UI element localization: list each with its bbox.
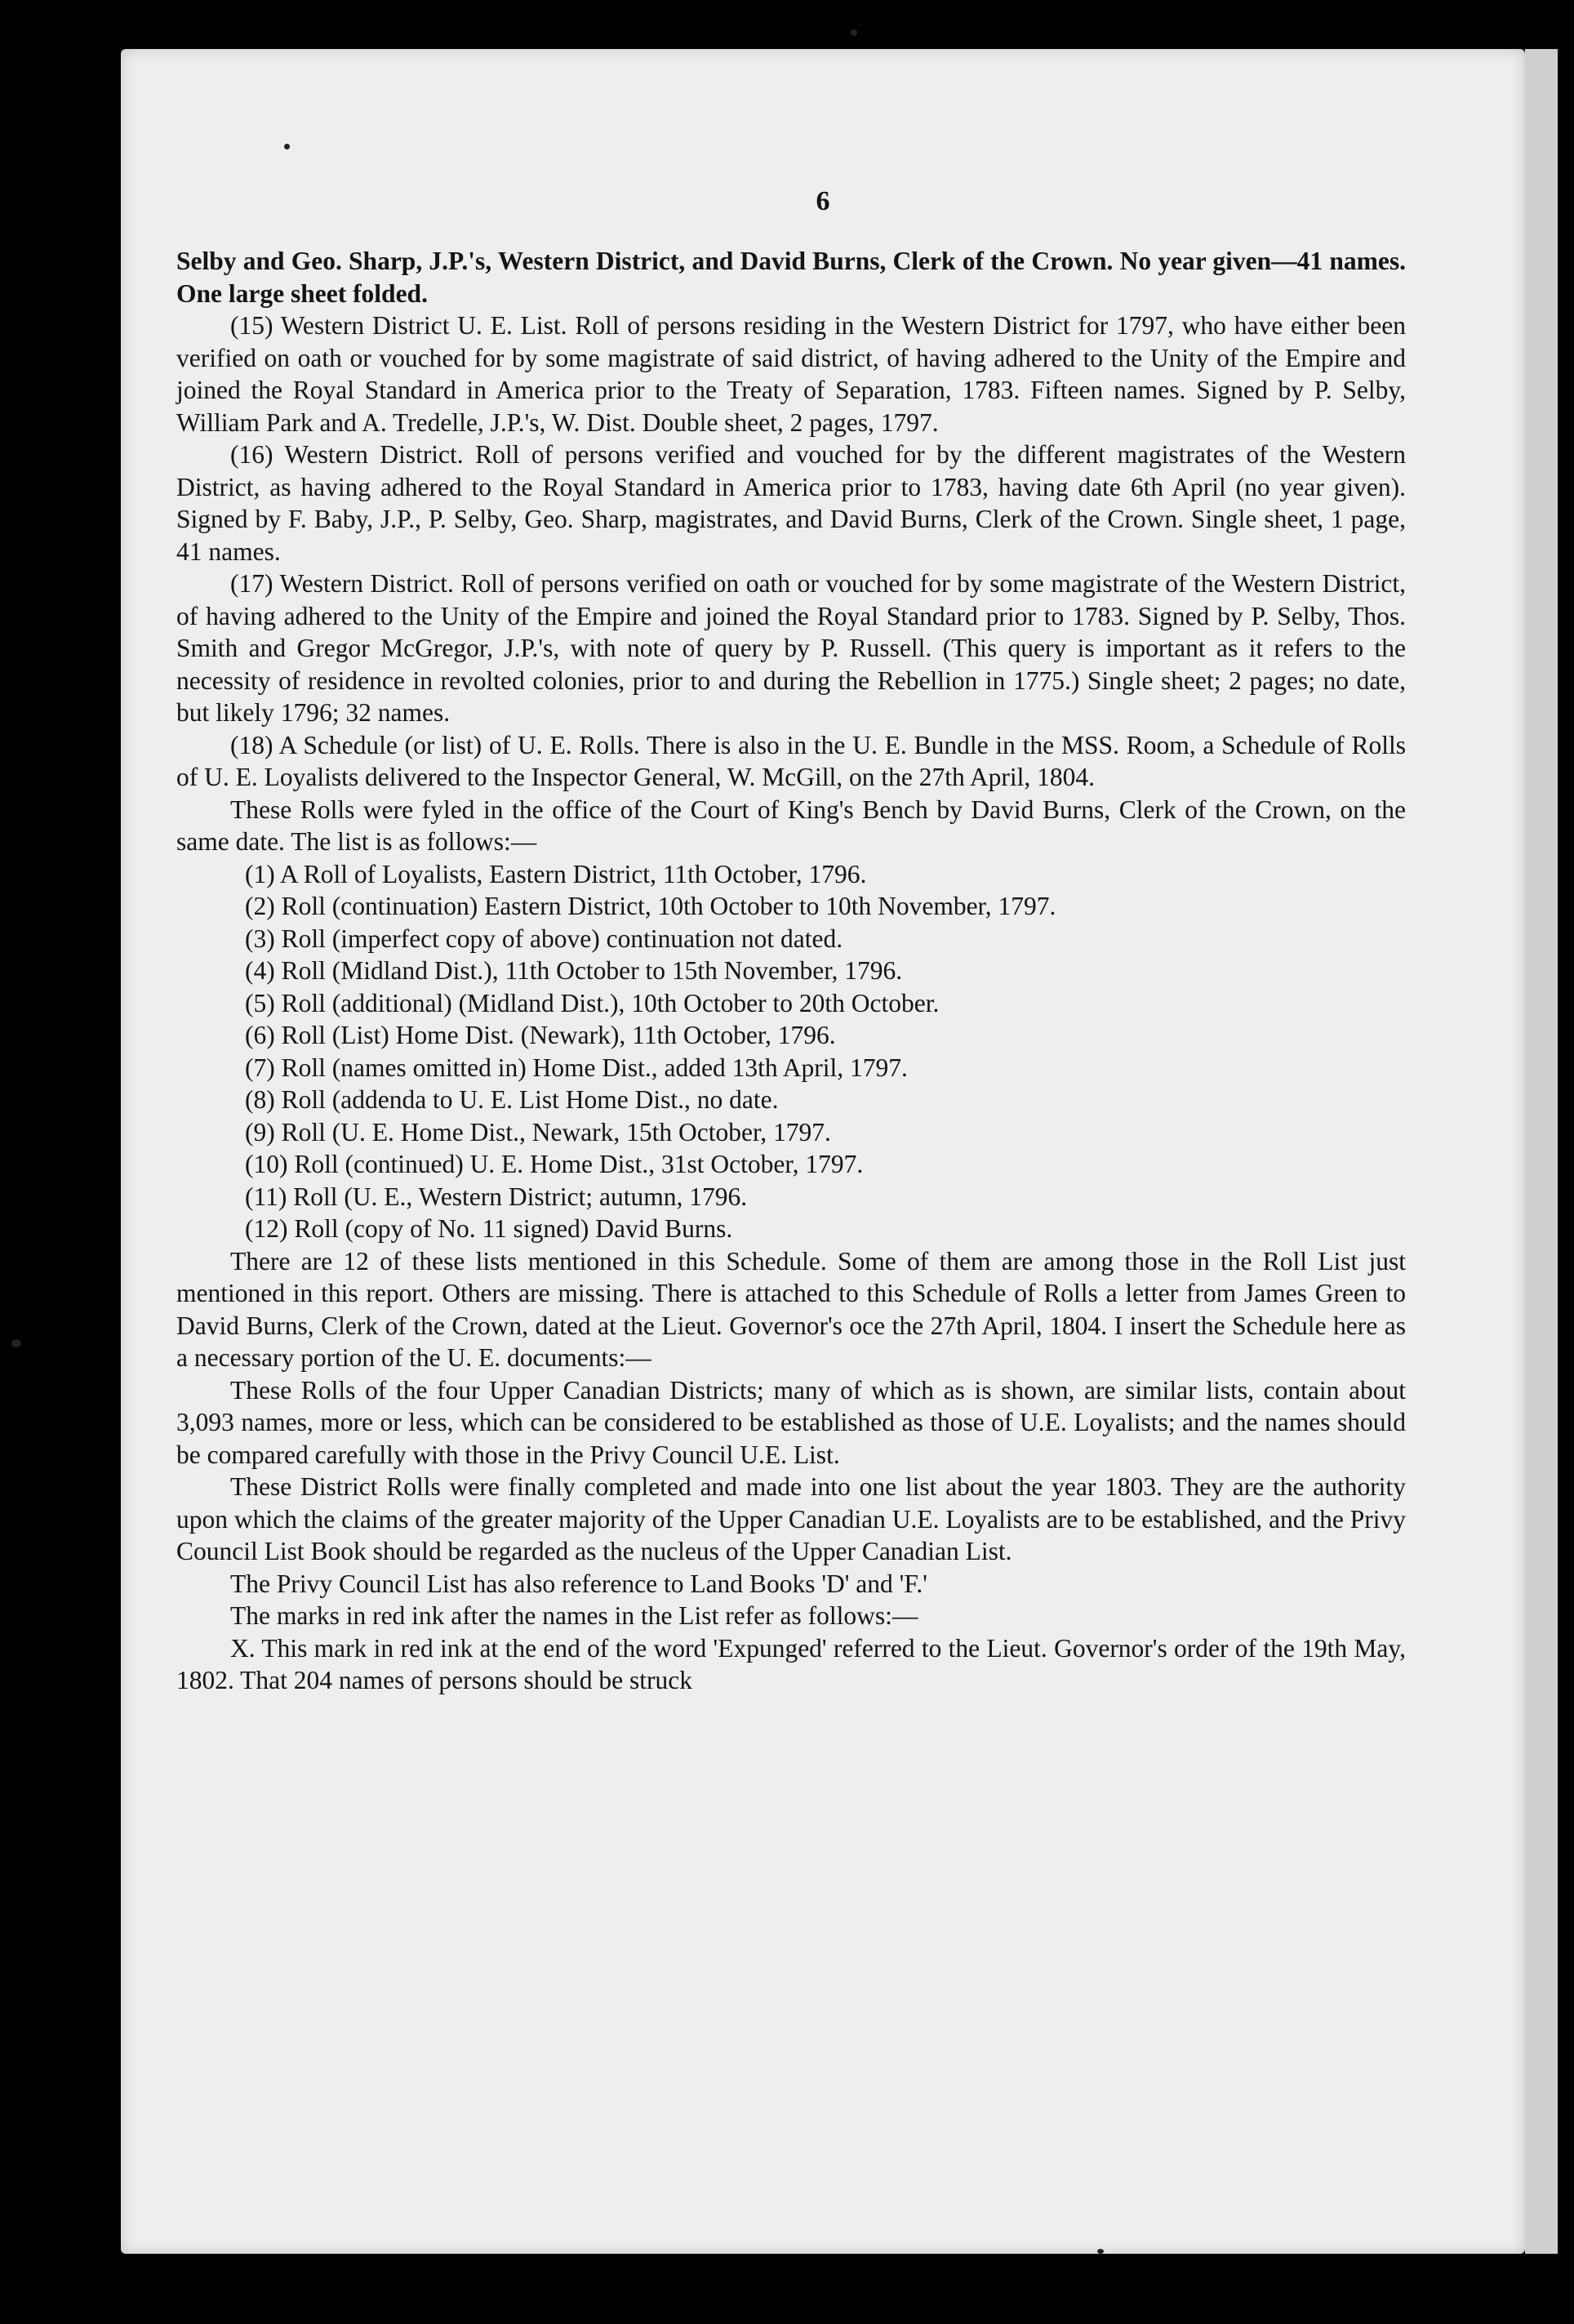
paragraph: The Privy Council List has also reference to Land Books 'D' and 'F.' [230,1569,927,1598]
paragraph: (18) A Schedule (or list) of U. E. Rolls. There is also in the U. E. Bundle in the MSS. Room, a Schedule of Rolls of U. E. Loyalists delivered to the Inspector General, W. McGill, on the 27th April, 1804. [176,730,1406,791]
list-item: (11) Roll (U. E., Western District; autumn, 1796. [245,1182,748,1211]
paragraph: These Rolls were fyled in the office of the Court of King's Bench by David Burns, Clerk of the Crown, on the same date. The list is as follows:— [176,795,1406,856]
list-item: (5) Roll (additional) (Midland Dist.), 10th October to 20th October. [245,988,940,1017]
list-item: (7) Roll (names omitted in) Home Dist., added 13th April, 1797. [245,1053,908,1082]
list-item: (4) Roll (Midland Dist.), 11th October to 15th November, 1796. [245,956,903,985]
paragraph: (16) Western District. Roll of persons verified and vouched for by the different magistrates of the Western District, as having adhered to the Royal Standard in America prior to 1783, having date 6th April (no year given). Signed by F. Baby, J.P., P. Selby, Geo. Sharp, magistrates, and David Burns, Clerk of the Crown. Single sheet, 1 page, 41 names. [176,440,1406,566]
paragraph: There are 12 of these lists mentioned in this Schedule. Some of them are among those in the Roll List just mentioned in this report. Others are missing. There is attached to this Schedule of Rolls a letter from James Green to David Burns, Clerk of the Crown, dated at the Lieut. Governor's oce the 27th April, 1804. I insert the Schedule here as a necessary portion of the U. E. documents:— [176,1246,1406,1372]
top-paragraphs [176,245,1406,858]
list-item: (10) Roll (continued) U. E. Home Dist., 31st October, 1797. [245,1150,864,1178]
list-item: (12) Roll (copy of No. 11 signed) David Burns. [245,1214,733,1243]
list-item: (1) A Roll of Loyalists, Eastern District, 11th October, 1796. [245,859,867,888]
bottom-paragraphs [176,1245,1406,1697]
paragraph: X. This mark in red ink at the end of the word 'Expunged' referred to the Lieut. Governor's order of the 19th May, 1802. That 204 names of persons should be struck [176,1633,1406,1694]
paragraph: These Rolls of the four Upper Canadian Districts; many of which as is shown, are similar lists, contain about 3,093 names, more or less, which can be considered to be established as those of U.E. Loyalists; and the names should be compared carefully with those in the Privy Council U.E. List. [176,1375,1406,1469]
paragraph: (17) Western District. Roll of persons verified on oath or vouched for by some magistrate of the Western District, of having adhered to the Unity of the Empire and joined the Royal Standard prior to 1783. Signed by P. Selby, Thos. Smith and Gregor McGregor, J.P.'s, with note of query by P. Russell. (This query is important as it refers to the necessity of residence in revolted colonies, prior to and during the Rebellion in 1775.) Single sheet; 2 pages; no date, but likely 1796; 32 names. [176,569,1406,727]
paragraph: Selby and Geo. Sharp, J.P.'s, Western District, and David Burns, Clerk of the Crown. No year given—41 names. One large sheet folded. [176,247,1406,308]
scan-speck [851,29,857,36]
list-item: (6) Roll (List) Home Dist. (Newark), 11th October, 1796. [245,1021,836,1049]
paragraph: The marks in red ink after the names in the List refer as follows:— [230,1601,918,1630]
scan-speck [1097,2249,1104,2254]
scan-speck [284,144,290,149]
page-edge-strip [1525,49,1558,2254]
body-text [176,245,1406,1697]
scan-speck [11,1339,21,1347]
schedule-list [176,858,1406,1245]
list-item: (3) Roll (imperfect copy of above) continuation not dated. [245,924,843,953]
paragraph: (15) Western District U. E. List. Roll of persons residing in the Western District for 1797, who have either been verified on oath or vouched for by some magistrate of said district, of having adhered to the Unity of the Empire and joined the Royal Standard in America prior to the Treaty of Separation, 1783. Fifteen names. Signed by P. Selby, William Park and A. Tredelle, J.P.'s, W. Dist. Double sheet, 2 pages, 1797. [176,311,1406,437]
list-item: (2) Roll (continuation) Eastern District, 10th October to 10th November, 1797. [245,892,1056,920]
list-item: (9) Roll (U. E. Home Dist., Newark, 15th October, 1797. [245,1117,831,1146]
page-number: 6 [816,186,830,216]
list-item: (8) Roll (addenda to U. E. List Home Dist., no date. [245,1085,779,1114]
paragraph: These District Rolls were finally completed and made into one list about the year 1803. They are the authority upon which the claims of the greater majority of the Upper Canadian U.E. Loyalists are to be established, and the Privy Council List Book should be regarded as the nucleus of the Upper Canadian List. [176,1472,1406,1565]
